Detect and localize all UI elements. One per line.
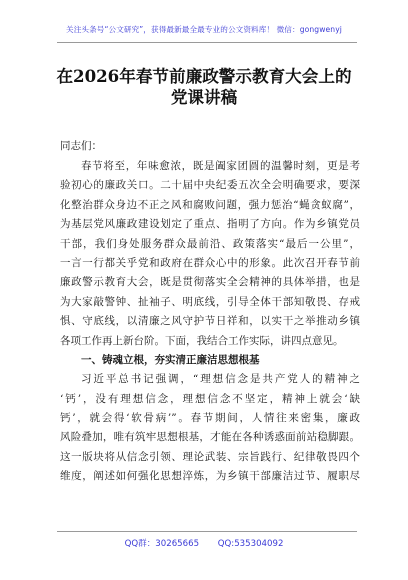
footer-qq-group: QQ群：30265665 [124, 539, 200, 549]
body-line: 为基层党风廉政建设划定了重点、指明了方向。作为乡镇党员 [60, 218, 360, 231]
body-line: 维度，阐述如何强化思想淬炼，为乡镇干部廉洁过节、履职尽 [60, 470, 360, 483]
body-line: 一言一行都关乎党和政府在群众心中的形象。此次召开春节前 [60, 256, 360, 269]
title-line-1: 在2026年春节前廉政警示教育大会上的 [56, 66, 352, 86]
body-line: 钙’，就会得‘软骨病’”。春节期间，人情往来密集，廉政 [60, 412, 360, 425]
body-line: 为大家敲警钟、扯袖子、明底线，引导全体干部知敬畏、存戒 [60, 295, 360, 308]
body-line: 化整治群众身边不正之风和腐败问题，强力惩治“蝇贪蚁腐”， [60, 198, 360, 211]
footer-divider [57, 531, 357, 532]
header-divider [57, 42, 357, 43]
body-line: 这一版块将从信念引领、理论武装、宗旨践行、纪律敬畏四个 [60, 450, 360, 463]
body-line: 习近平总书记强调，“理想信念是共产党人的精神之 [81, 373, 360, 386]
body-line: ‘钙’，没有理想信念，理想信念不坚定，精神上就会‘缺 [60, 392, 360, 405]
footer-qq: QQ:535304092 [217, 539, 284, 549]
body-line: 干部，我们身处服务群众最前沿、政策落实“最后一公里”， [60, 237, 360, 250]
document-title [40, 66, 368, 108]
body-line: 验初心的廉政关口。二十届中央纪委五次全会明确要求，要深 [60, 179, 360, 192]
footer-contact [0, 537, 408, 549]
body-line: 春节将至，年味愈浓，既是阖家团圆的温馨时刻，更是考 [81, 160, 360, 172]
header-promo-note: 关注头条号“公文研究”，获得最新最全最专业的公文资料库！ 微信：gongwenyj [66, 25, 342, 34]
body-line: 各项工作再上新台阶。下面，我结合工作实际，讲四点意见。 [60, 334, 344, 347]
salutation: 同志们： [60, 140, 102, 152]
body-line: 廉政警示教育大会，既是贯彻落实全会精神的具体举措，也是 [60, 276, 360, 289]
title-line-2: 党课讲稿 [170, 87, 238, 107]
section-heading: 一、铸魂立根，夯实清正廉洁思想根基 [81, 353, 260, 366]
document-body [60, 157, 360, 487]
body-line: 惧、守底线，以清廉之风守护节日祥和，以实干之举推动乡镇 [60, 315, 360, 328]
body-line: 风险叠加，唯有筑牢思想根基，才能在各种诱惑面前站稳脚跟。 [60, 431, 360, 444]
